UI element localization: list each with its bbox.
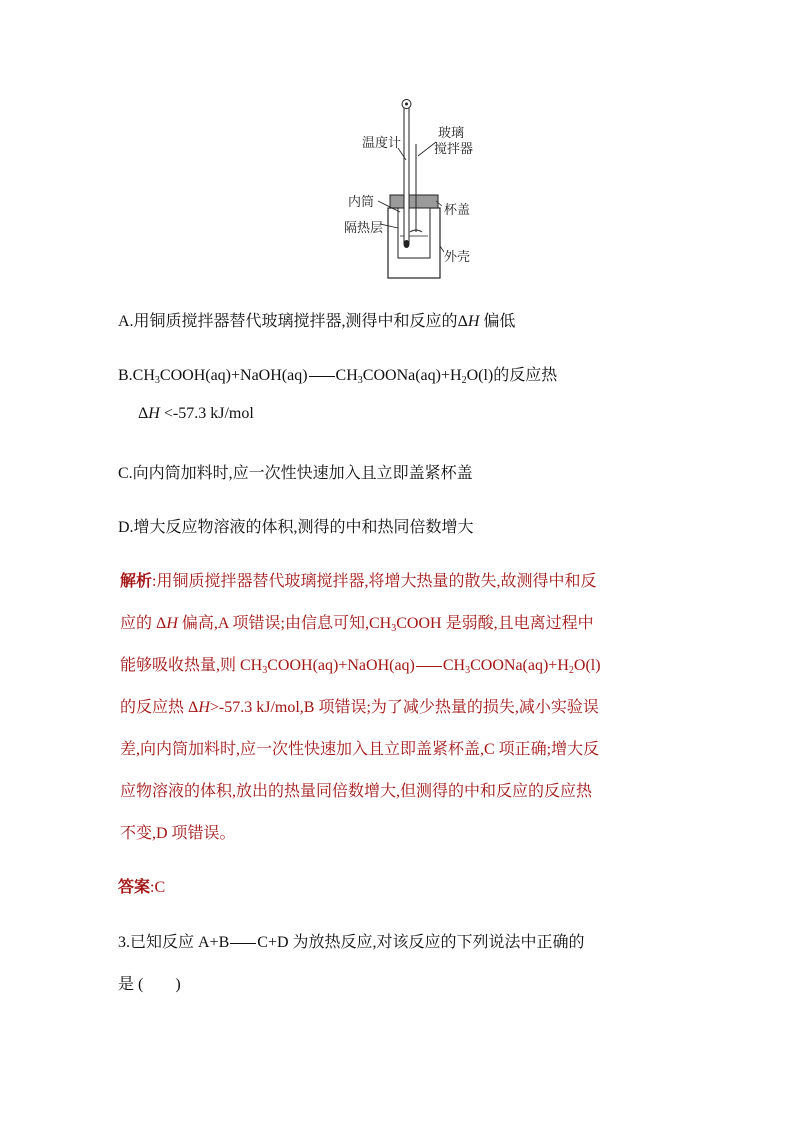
explanation-text: COOH(aq)+NaOH(aq) bbox=[267, 657, 415, 674]
stirrer-label-line2: 搅拌器 bbox=[434, 142, 474, 157]
option-b-part: B.CH bbox=[118, 367, 155, 384]
option-a bbox=[118, 308, 515, 331]
subscript: 3 bbox=[391, 623, 397, 634]
subscript: 3 bbox=[262, 665, 268, 676]
explanation-line-6: 应物溶液的体积,放出的热量同倍数增大,但测得的中和反应的反应热 bbox=[120, 783, 593, 800]
option-d: D.增大反应物溶液的体积,测得的中和热同倍数增大 bbox=[118, 519, 474, 536]
lid-shape bbox=[390, 195, 438, 208]
explanation-text: 能够吸收热量,则 CH bbox=[120, 657, 263, 674]
explanation-label: 解析 bbox=[120, 573, 153, 590]
question-3-text: C+D 为放热反应,对该反应的下列说法中正确的 bbox=[257, 934, 585, 951]
option-b-line2 bbox=[138, 405, 254, 423]
calorimeter-figure bbox=[340, 96, 490, 281]
option-b-part: COONa(aq)+H bbox=[362, 367, 462, 384]
lid-label: 杯盖 bbox=[444, 203, 471, 218]
outer-shell-label: 外壳 bbox=[444, 250, 471, 265]
option-c: C.向内筒加料时,应一次性快速加入且立即盖紧杯盖 bbox=[118, 465, 473, 482]
explanation-text: >-57.3 kJ/mol,B 项错误;为了减少热量的损失,减小实验误 bbox=[209, 699, 599, 716]
h-symbol: H bbox=[166, 615, 178, 632]
option-b bbox=[118, 362, 557, 386]
h-symbol: H bbox=[467, 313, 480, 330]
answer-value: :C bbox=[150, 879, 166, 896]
option-b-part: CH bbox=[335, 367, 358, 384]
explanation-text: O(l) bbox=[573, 657, 601, 674]
explanation-text: 应的 bbox=[120, 615, 157, 632]
stirrer-label-line1: 玻璃 bbox=[438, 126, 465, 141]
subscript: 2 bbox=[568, 665, 574, 676]
explanation-line-4 bbox=[120, 694, 599, 717]
h-symbol: H bbox=[148, 405, 160, 422]
option-b-value: <-57.3 kJ/mol bbox=[159, 405, 254, 422]
equals-bar bbox=[416, 666, 442, 667]
explanation-text: :用铜质搅拌器替代玻璃搅拌器,将增大热量的散失,故测得中和反 bbox=[152, 573, 597, 590]
subscript: 3 bbox=[465, 665, 471, 676]
question-3-text: 3.已知反应 A+B bbox=[118, 934, 230, 951]
subscript: 3 bbox=[357, 375, 363, 386]
equals-bar bbox=[309, 376, 335, 377]
answer-label: 答案 bbox=[118, 879, 151, 896]
thermometer-label: 温度计 bbox=[362, 136, 402, 151]
delta-symbol: Δ bbox=[156, 615, 167, 632]
delta-symbol: Δ bbox=[188, 699, 199, 716]
inner-cup-label: 内筒 bbox=[348, 195, 375, 210]
question-3-line-1 bbox=[118, 929, 585, 952]
explanation-text: COONa(aq)+H bbox=[470, 657, 569, 674]
equals-bar bbox=[230, 943, 256, 944]
option-b-part: COOH(aq)+NaOH(aq) bbox=[159, 367, 308, 384]
thermometer-shape bbox=[404, 106, 409, 244]
delta-symbol: Δ bbox=[138, 405, 149, 422]
answer-line bbox=[118, 874, 165, 897]
subscript: 2 bbox=[461, 375, 467, 386]
explanation-line-5: 差,向内筒加料时,应一次性快速加入且立即盖紧杯盖,C 项正确;增大反 bbox=[120, 741, 600, 758]
explanation-line-3 bbox=[120, 652, 601, 676]
insulation-label: 隔热层 bbox=[344, 221, 384, 236]
explanation-line-1 bbox=[120, 568, 596, 591]
explanation-line-7: 不变,D 项错误。 bbox=[120, 825, 236, 842]
option-a-text: A.用铜质搅拌器替代玻璃搅拌器,测得中和反应的 bbox=[118, 313, 458, 330]
delta-symbol: Δ bbox=[457, 313, 468, 330]
option-b-part: O(l)的反应热 bbox=[466, 367, 558, 384]
explanation-text: COOH 是弱酸,且电离过程中 bbox=[396, 615, 594, 632]
explanation-text: 的反应热 bbox=[120, 699, 189, 716]
explanation-text: CH bbox=[442, 657, 466, 674]
inner-cup-shape bbox=[398, 208, 430, 258]
explanation-line-2 bbox=[120, 610, 594, 634]
subscript: 3 bbox=[154, 375, 160, 386]
h-symbol: H bbox=[198, 699, 210, 716]
option-a-tail: 偏低 bbox=[479, 313, 516, 330]
explanation-text: 偏高,A 项错误;由信息可知,CH bbox=[177, 615, 392, 632]
question-3-line-2: 是 ( ) bbox=[118, 976, 181, 993]
